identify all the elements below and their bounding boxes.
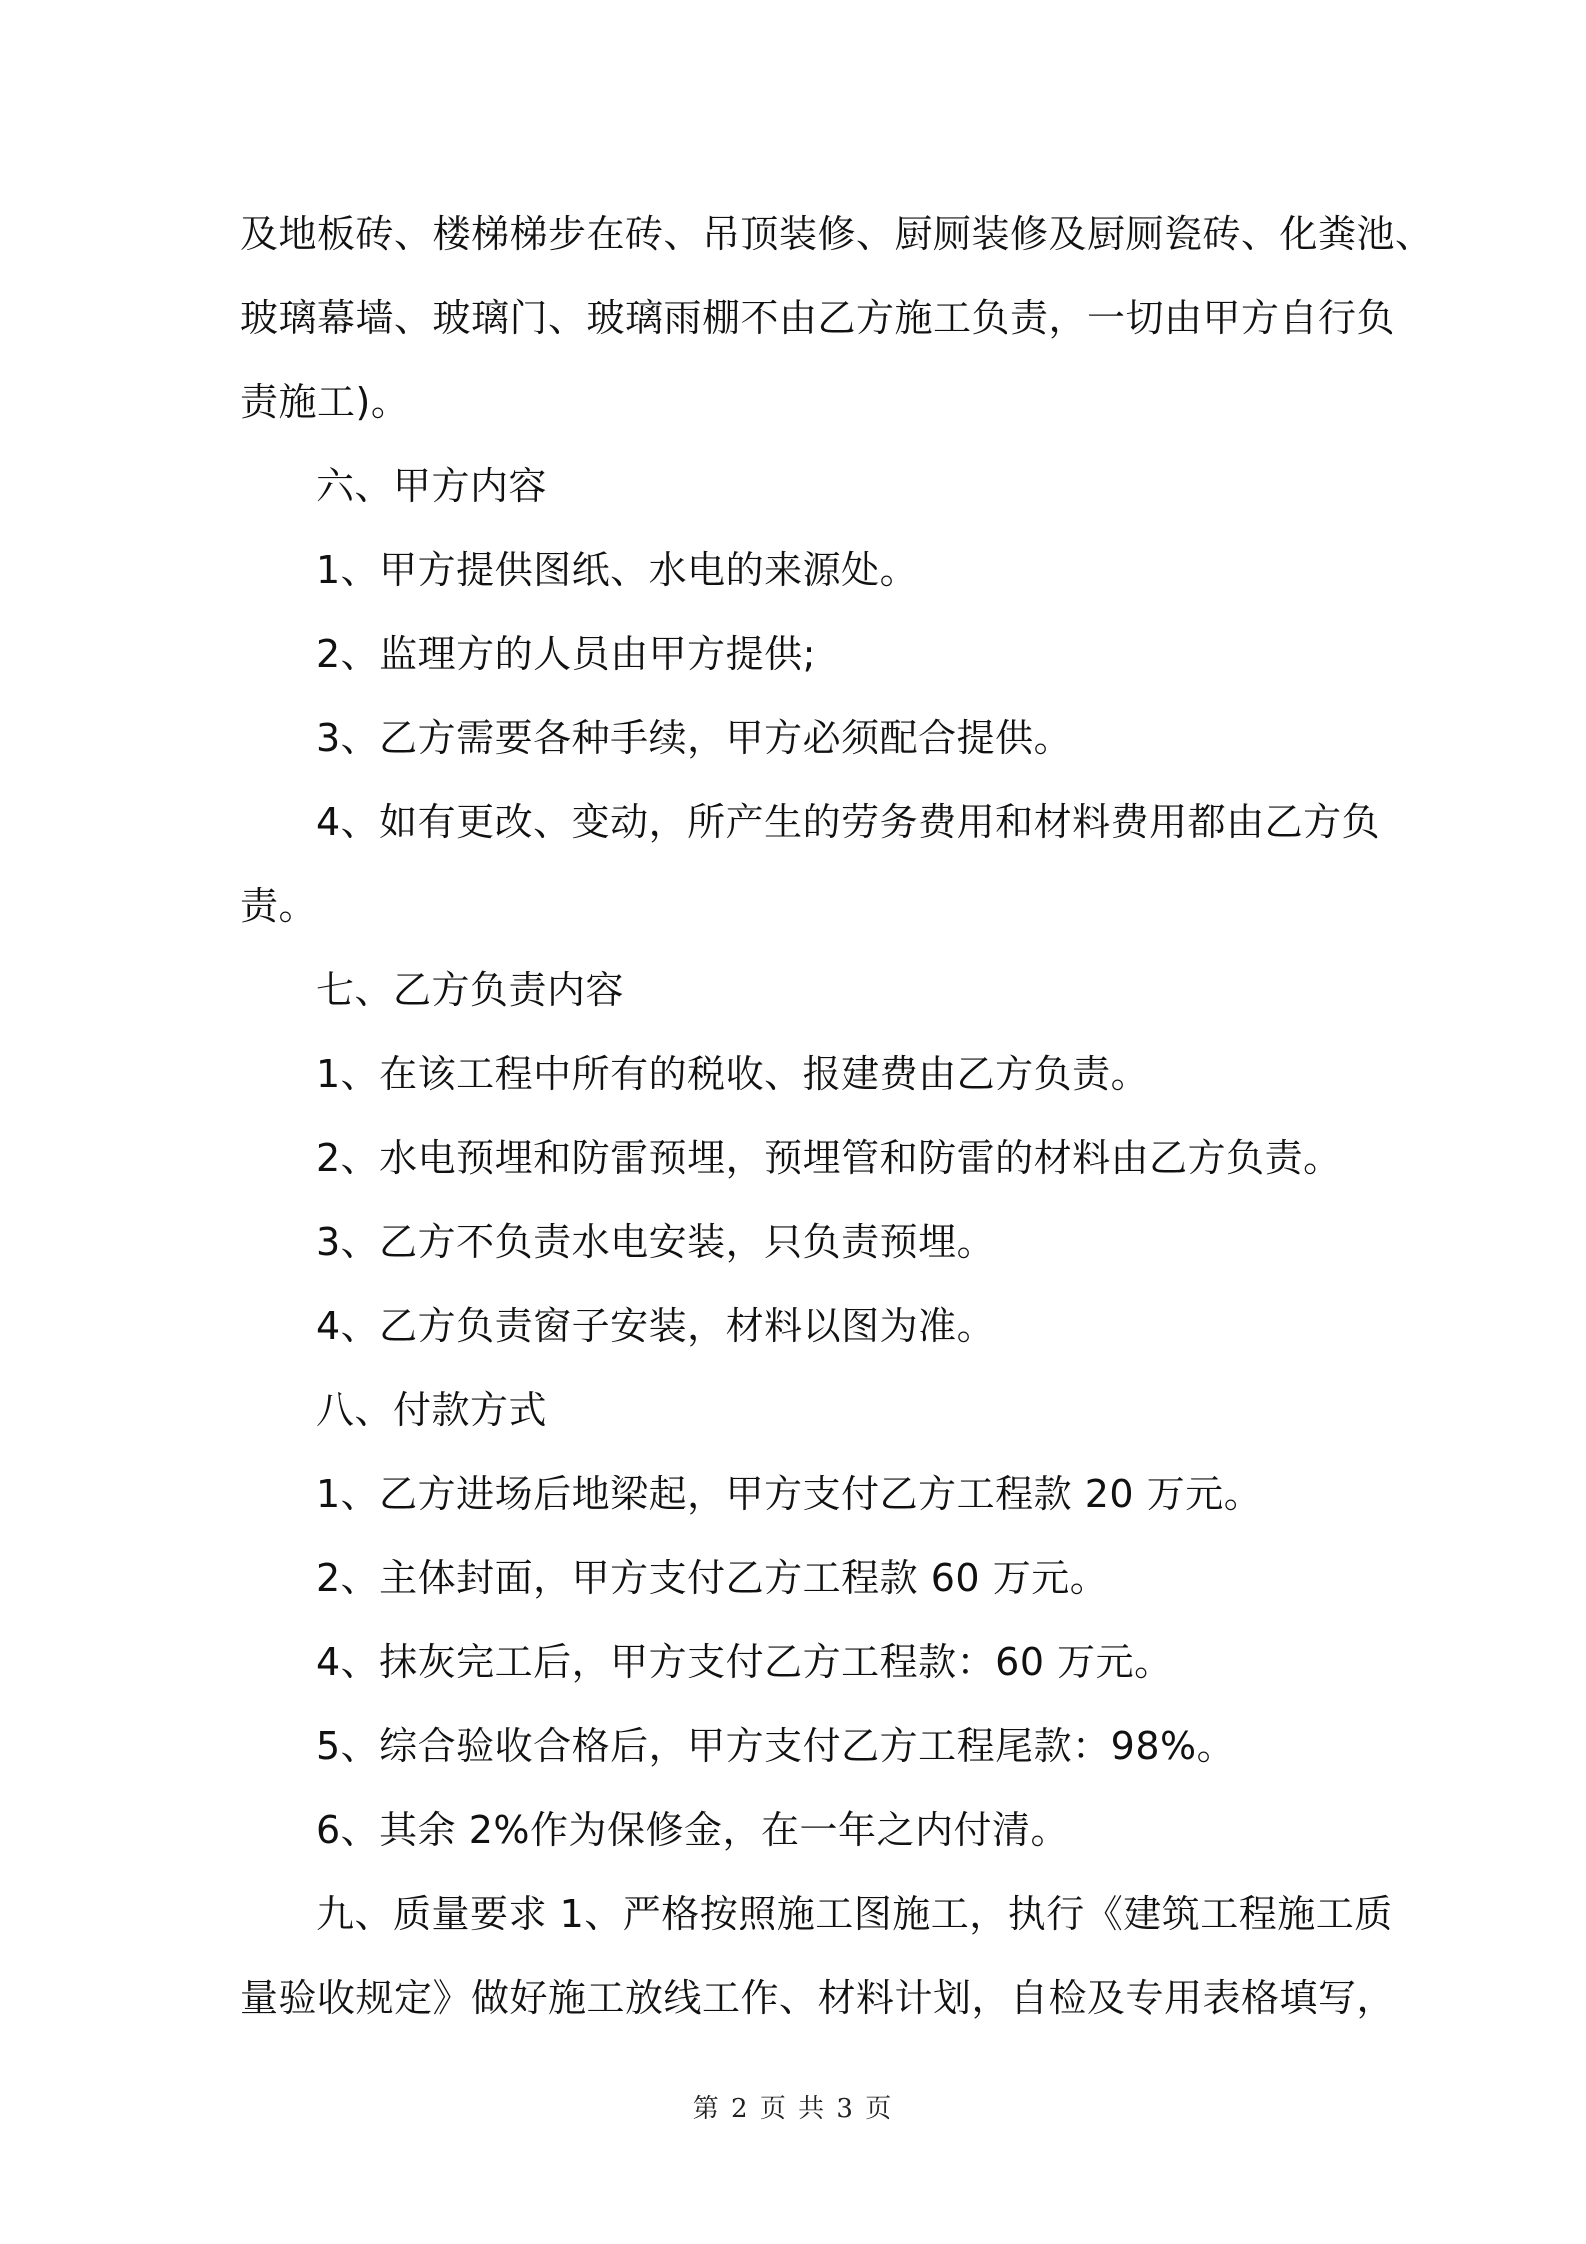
- text-line: 责。: [240, 884, 318, 928]
- text-line: 量验收规定》做好施工放线工作、材料计划，自检及专用表格填写，: [240, 1976, 1396, 2020]
- list-item: 1、乙方进场后地梁起，甲方支付乙方工程款 20 万元。: [316, 1472, 1263, 1516]
- page-footer: 第 2 页 共 3 页: [692, 2094, 894, 2124]
- list-item: 3、乙方不负责水电安装，只负责预埋。: [316, 1220, 996, 1264]
- list-item: 1、在该工程中所有的税收、报建费由乙方负责。: [316, 1052, 1150, 1096]
- list-item: 5、综合验收合格后，甲方支付乙方工程尾款：98%。: [316, 1724, 1236, 1768]
- text-line: 玻璃幕墙、玻璃门、玻璃雨棚不由乙方施工负责，一切由甲方自行负: [240, 296, 1396, 340]
- list-item: 4、抹灰完工后，甲方支付乙方工程款：60 万元。: [316, 1640, 1173, 1684]
- section-heading-8: 八、付款方式: [316, 1388, 548, 1432]
- list-item: 6、其余 2%作为保修金，在一年之内付清。: [316, 1808, 1070, 1852]
- list-item: 2、监理方的人员由甲方提供;: [316, 632, 816, 676]
- list-item: 2、主体封面，甲方支付乙方工程款 60 万元。: [316, 1556, 1109, 1600]
- text-line: 责施工)。: [240, 380, 410, 424]
- list-item: 4、乙方负责窗子安装，材料以图为准。: [316, 1304, 996, 1348]
- list-item: 4、如有更改、变动，所产生的劳务费用和材料费用都由乙方负: [316, 800, 1381, 844]
- list-item: 1、甲方提供图纸、水电的来源处。: [316, 548, 919, 592]
- section-heading-6: 六、甲方内容: [316, 464, 548, 508]
- section-heading-9: 九、质量要求 1、严格按照施工图施工，执行《建筑工程施工质: [316, 1892, 1393, 1936]
- list-item: 2、水电预埋和防雷预埋，预埋管和防雷的材料由乙方负责。: [316, 1136, 1342, 1180]
- text-line: 及地板砖、楼梯梯步在砖、吊顶装修、厨厕装修及厨厕瓷砖、化粪池、: [240, 212, 1434, 256]
- document-body: [240, 192, 1434, 2040]
- section-heading-7: 七、乙方负责内容: [316, 968, 625, 1012]
- list-item: 3、乙方需要各种手续，甲方必须配合提供。: [316, 716, 1073, 760]
